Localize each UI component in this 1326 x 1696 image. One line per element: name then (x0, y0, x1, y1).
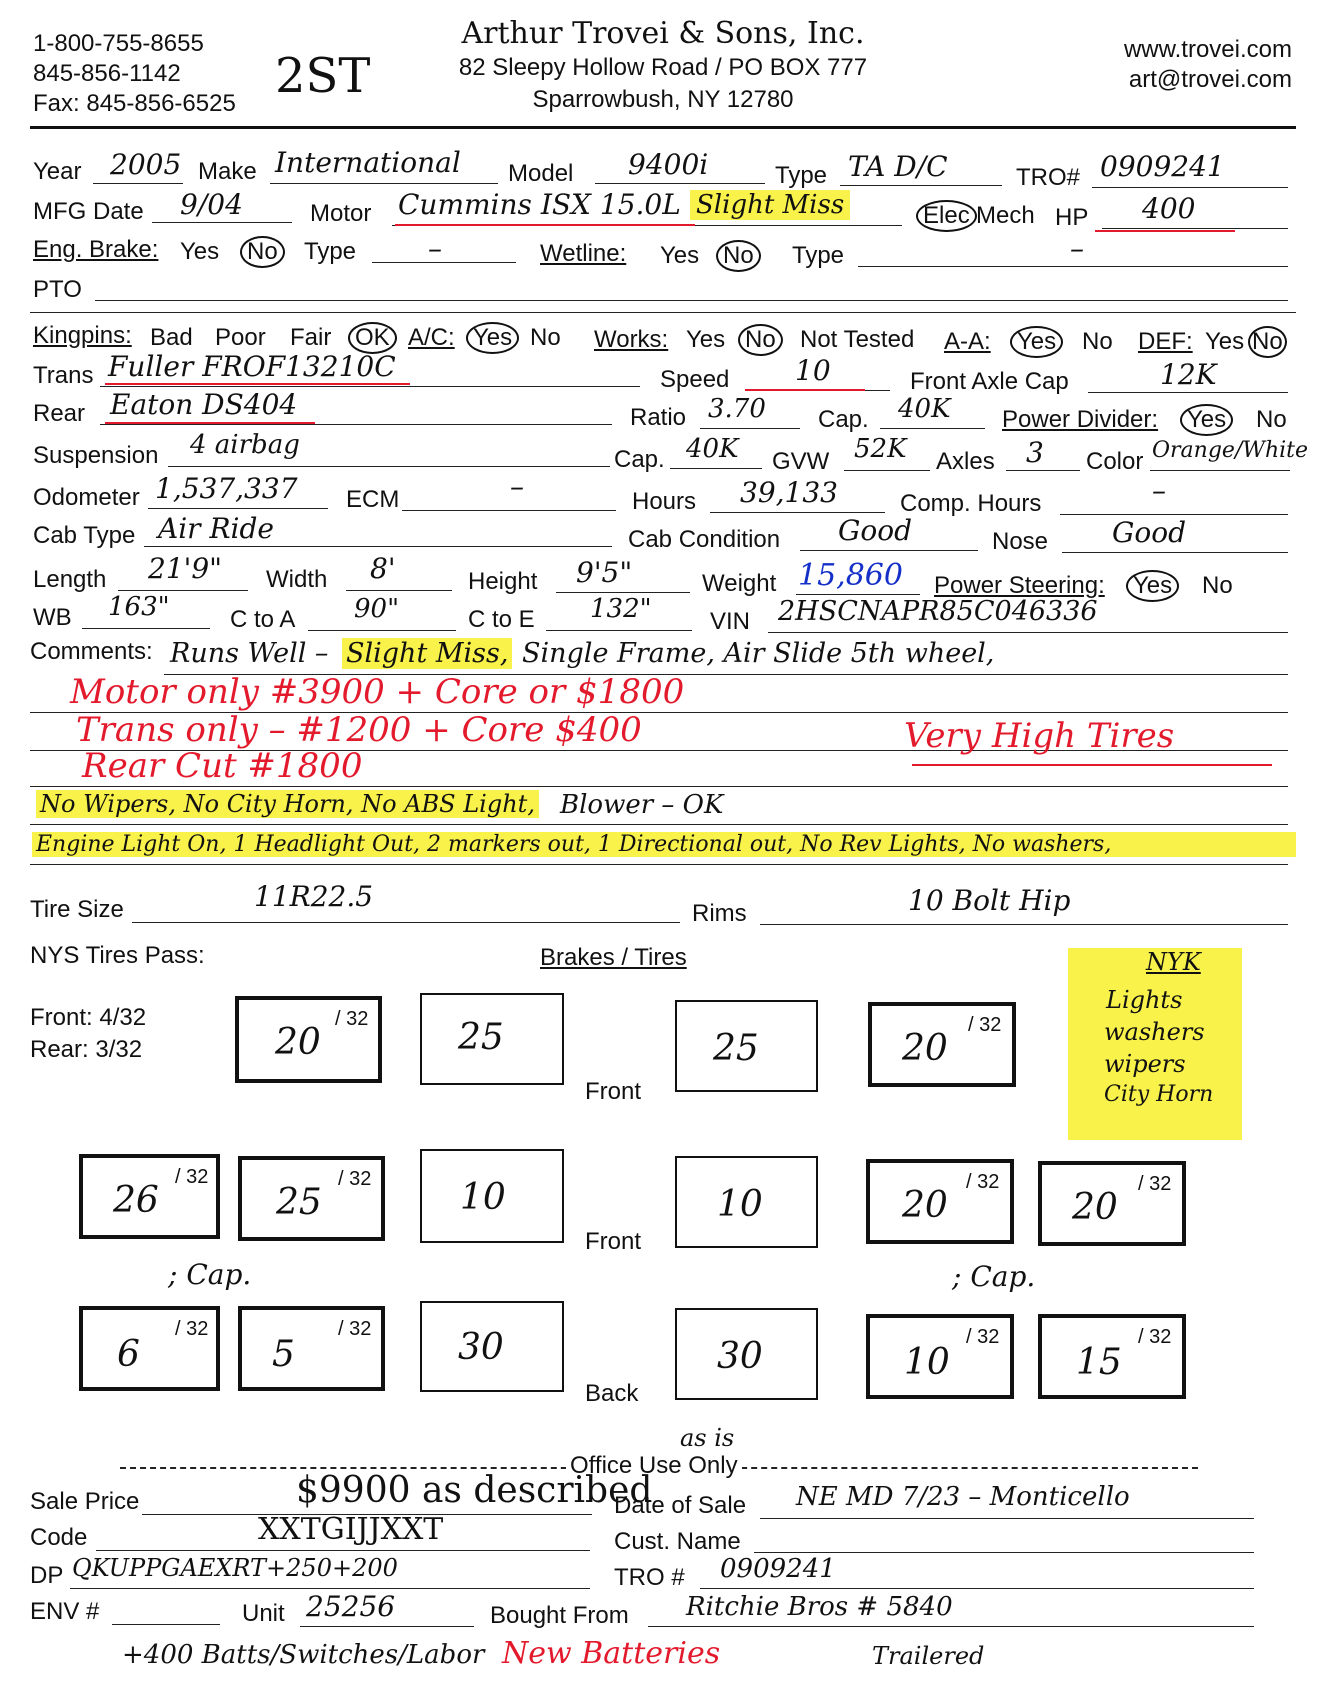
cap-note-right: ; Cap. (952, 1260, 1036, 1293)
email-link[interactable]: art@trovei.com (1128, 66, 1292, 93)
eng-brake-type-label: Type (304, 238, 357, 265)
footer-note-1: +400 Batts/Switches/Labor (122, 1640, 485, 1670)
ac-label: A/C: (408, 324, 455, 351)
code-label: Code (30, 1524, 88, 1551)
elec-option[interactable]: Elec (916, 200, 977, 232)
per32-label: / 32 (968, 1014, 1002, 1036)
tire-value: 25 (458, 1017, 504, 1058)
year-label: Year (33, 158, 82, 185)
motor-value[interactable]: Cummins ISX 15.0L (398, 188, 681, 221)
tire-box-r1-2[interactable] (420, 993, 564, 1085)
gvw-value[interactable]: 52K (854, 434, 907, 464)
wetline-type-label: Type (792, 242, 845, 269)
tire-box-r3-1[interactable] (79, 1306, 220, 1391)
ac-yes[interactable]: Yes (466, 322, 519, 354)
weight-label: Weight (702, 570, 777, 597)
dp-value[interactable]: QKUPPGAEXRT+250+200 (72, 1554, 398, 1582)
footer-note-2: New Batteries (502, 1636, 721, 1671)
suspension-value[interactable]: 4 airbag (190, 430, 300, 460)
cab-condition-label: Cab Condition (628, 526, 781, 553)
rims-value[interactable]: 10 Bolt Hip (908, 884, 1071, 917)
tire-box-r2-5[interactable] (866, 1159, 1014, 1244)
works-not-tested[interactable]: Not Tested (800, 326, 915, 353)
kingpins-fair[interactable]: Fair (290, 324, 332, 351)
per32-label: / 32 (966, 1326, 1000, 1348)
susp-cap-value[interactable]: 40K (686, 434, 739, 464)
hp-label: HP (1055, 204, 1089, 231)
front-label-2: Front (585, 1228, 642, 1255)
kingpins-label: Kingpins: (33, 322, 132, 349)
comment-line-5b: Blower – OK (560, 790, 724, 820)
rims-label: Rims (692, 900, 747, 927)
nyk-note (1068, 948, 1242, 1140)
eng-brake-yes[interactable]: Yes (180, 238, 220, 265)
odometer-label: Odometer (33, 484, 140, 511)
mfg-date-label: MFG Date (33, 198, 144, 225)
comment-line-6: Engine Light On, 1 Headlight Out, 2 markers out, 1 Directional out, No Rev Lights, No washers, (32, 832, 1296, 857)
tire-box-r1-1[interactable] (235, 996, 382, 1083)
tire-box-r3-5[interactable] (866, 1314, 1014, 1399)
motor-note: Slight Miss (690, 190, 850, 220)
c-to-e-value[interactable]: 132" (590, 594, 652, 624)
length-value[interactable]: 21'9" (148, 552, 223, 585)
rear-cap-label: Cap. (818, 406, 869, 433)
cab-type-label: Cab Type (33, 522, 136, 549)
footer-note-3: Trailered (872, 1642, 985, 1670)
power-divider-yes[interactable]: Yes (1180, 404, 1233, 436)
tire-value: 20 (902, 1185, 948, 1226)
axles-value[interactable]: 3 (1026, 436, 1044, 469)
tire-size-value[interactable]: 11R22.5 (254, 880, 374, 913)
company-name: Arthur Trovei & Sons, Inc. (461, 16, 865, 51)
nys-tires-pass-label: NYS Tires Pass: (30, 942, 205, 969)
comments-label: Comments: (30, 638, 153, 665)
weight-value[interactable]: 15,860 (798, 558, 903, 593)
comment-line-1a: Runs Well – (170, 638, 329, 669)
front-axle-cap-value[interactable]: 12K (1160, 358, 1217, 391)
tro2-value[interactable]: 0909241 (720, 1554, 836, 1584)
bought-from-label: Bought From (490, 1602, 629, 1629)
eng-brake-label: Eng. Brake: (33, 236, 159, 263)
width-value[interactable]: 8' (370, 552, 396, 585)
phone-1: 1-800-755-8655 (33, 30, 204, 57)
sale-price-value[interactable]: $9900 as described (296, 1470, 653, 1511)
tire-box-r2-6[interactable] (1038, 1161, 1186, 1246)
per32-label: / 32 (338, 1318, 372, 1340)
rear-value[interactable]: Eaton DS404 (110, 388, 298, 421)
pto-label: PTO (33, 276, 82, 303)
kingpins-poor[interactable]: Poor (215, 324, 266, 351)
nyk-title: NYK (1146, 948, 1201, 976)
tire-box-r2-1[interactable] (79, 1154, 220, 1239)
per32-label: / 32 (966, 1171, 1000, 1193)
ecm-label: ECM (346, 486, 400, 513)
year-value[interactable]: 2005 (110, 148, 182, 181)
cust-name-label: Cust. Name (614, 1528, 741, 1555)
code-value[interactable]: XXTGIJJXXT (258, 1512, 444, 1547)
front-spec: Front: 4/32 (30, 1004, 147, 1031)
unit-value[interactable]: 25256 (306, 1590, 396, 1623)
mech-option[interactable]: Mech (976, 202, 1035, 229)
model-label: Model (508, 160, 574, 187)
works-yes[interactable]: Yes (686, 326, 726, 353)
ratio-label: Ratio (630, 404, 687, 431)
address-1: 82 Sleepy Hollow Road / PO BOX 777 (458, 54, 868, 81)
color-value[interactable]: Orange/White (1152, 438, 1309, 463)
header-divider (30, 126, 1296, 129)
comment-line-5a: No Wipers, No City Horn, No ABS Light, (36, 790, 539, 818)
length-label: Length (33, 566, 107, 593)
cab-condition-value[interactable]: Good (838, 514, 913, 547)
def-yes[interactable]: Yes (1205, 328, 1245, 355)
width-label: Width (266, 566, 328, 593)
suspension-label: Suspension (33, 442, 159, 469)
wetline-label: Wetline: (540, 240, 627, 267)
speed-value[interactable]: 10 (795, 354, 831, 387)
hours-value[interactable]: 39,133 (740, 476, 838, 509)
tire-value: 30 (458, 1327, 504, 1368)
tire-box-r2-3[interactable] (420, 1149, 564, 1243)
comment-line-1c: Single Frame, Air Slide 5th wheel, (522, 638, 995, 669)
tire-value: 26 (113, 1180, 159, 1221)
sale-price-label: Sale Price (30, 1488, 140, 1515)
mfg-date-value[interactable]: 9/04 (180, 188, 243, 221)
power-divider-label: Power Divider: (1002, 406, 1159, 433)
tire-box-r3-2[interactable] (238, 1306, 385, 1391)
tire-value: 10 (717, 1184, 763, 1225)
per32-label: / 32 (175, 1318, 209, 1340)
office-use-only-label: Office Use Only (566, 1452, 742, 1480)
tire-value: 20 (275, 1022, 321, 1063)
aa-label: A-A: (944, 328, 991, 355)
tire-box-r2-2[interactable] (238, 1156, 385, 1241)
wetline-type-value[interactable]: – (1070, 232, 1084, 265)
def-label: DEF: (1138, 328, 1193, 355)
rear-spec: Rear: 3/32 (30, 1036, 143, 1063)
date-of-sale-label: Date of Sale (614, 1492, 747, 1519)
nose-value[interactable]: Good (1112, 516, 1187, 549)
per32-label: / 32 (1138, 1173, 1172, 1195)
axles-label: Axles (936, 448, 995, 475)
comment-line-2: Motor only #3900 + Core or $1800 (70, 672, 685, 712)
tire-value: 15 (1076, 1342, 1122, 1383)
tro-value[interactable]: 0909241 (1100, 150, 1225, 183)
wb-value[interactable]: 163" (108, 592, 170, 622)
comment-line-3b: Very High Tires (904, 716, 1175, 756)
ratio-value[interactable]: 3.70 (708, 394, 766, 424)
tire-box-r2-4[interactable] (675, 1156, 818, 1248)
tire-value: 5 (272, 1334, 295, 1375)
tire-box-r1-4[interactable] (868, 1002, 1016, 1087)
nyk-item-2: washers (1104, 1018, 1205, 1046)
brakes-tires-label: Brakes / Tires (540, 944, 687, 971)
comment-line-3: Trans only – #1200 + Core $400 (76, 710, 642, 750)
tire-value: 25 (713, 1028, 759, 1069)
unit-label: Unit (242, 1600, 285, 1627)
bought-from-value[interactable]: Ritchie Bros # 5840 (686, 1592, 953, 1622)
as-is-note: as is (680, 1424, 735, 1452)
hp-value[interactable]: 400 (1142, 192, 1196, 225)
tire-value: 10 (904, 1342, 950, 1383)
aa-yes[interactable]: Yes (1010, 326, 1063, 358)
c-to-a-label: C to A (230, 606, 296, 633)
height-label: Height (468, 568, 538, 595)
tire-value: 25 (276, 1182, 322, 1223)
per32-label: / 32 (338, 1168, 372, 1190)
eng-brake-type-value[interactable]: – (428, 232, 442, 265)
address-2: Sparrowbush, NY 12780 (532, 86, 794, 113)
motor-label: Motor (310, 200, 372, 227)
back-label: Back (585, 1380, 639, 1407)
website-link[interactable]: www.trovei.com (1123, 36, 1292, 63)
trans-value[interactable]: Fuller FROF13210C (108, 350, 396, 383)
tire-value: 10 (460, 1177, 506, 1218)
eng-brake-no[interactable]: No (240, 236, 285, 268)
height-value[interactable]: 9'5" (576, 556, 633, 589)
vin-value[interactable]: 2HSCNAPR85C046336 (778, 596, 1098, 627)
wetline-no[interactable]: No (716, 240, 761, 272)
tire-box-r3-6[interactable] (1038, 1314, 1186, 1399)
type-label: Type (775, 162, 828, 189)
tire-value: 30 (717, 1336, 763, 1377)
power-divider-no[interactable]: No (1256, 406, 1287, 433)
nyk-item-3: wipers (1104, 1050, 1186, 1078)
c-to-a-value[interactable]: 90" (354, 594, 400, 624)
tire-value: 20 (902, 1028, 948, 1069)
aa-no[interactable]: No (1082, 328, 1113, 355)
env-label: ENV # (30, 1598, 100, 1625)
per32-label: / 32 (1138, 1326, 1172, 1348)
def-no[interactable]: No (1248, 326, 1287, 358)
comp-hours-value[interactable]: – (1152, 474, 1166, 507)
kingpins-ok[interactable]: OK (348, 322, 397, 354)
nose-label: Nose (992, 528, 1049, 555)
nyk-item-4: City Horn (1104, 1082, 1214, 1107)
front-axle-cap-label: Front Axle Cap (910, 368, 1069, 395)
comment-line-1b: Slight Miss, (342, 638, 512, 669)
type-value[interactable]: TA D/C (848, 150, 948, 183)
power-steering-yes[interactable]: Yes (1126, 570, 1179, 602)
susp-cap-label: Cap. (614, 446, 665, 473)
make-value[interactable]: International (275, 146, 461, 179)
ecm-value[interactable]: – (510, 470, 524, 503)
ac-no[interactable]: No (530, 324, 561, 351)
nyk-item-1: Lights (1106, 986, 1183, 1014)
c-to-e-label: C to E (468, 606, 535, 633)
kingpins-bad[interactable]: Bad (150, 324, 193, 351)
comp-hours-label: Comp. Hours (900, 490, 1042, 517)
works-label: Works: (594, 326, 669, 353)
vin-label: VIN (710, 608, 751, 635)
color-label: Color (1086, 448, 1144, 475)
speed-label: Speed (660, 366, 730, 393)
per32-label: / 32 (335, 1008, 369, 1030)
front-label-1: Front (585, 1078, 642, 1105)
fax: Fax: 845-856-6525 (33, 90, 236, 117)
rear-label: Rear (33, 400, 86, 427)
hours-label: Hours (632, 488, 697, 515)
wb-label: WB (33, 604, 72, 631)
cap-note-left: ; Cap. (168, 1258, 252, 1291)
tire-box-r1-3[interactable] (675, 1000, 818, 1092)
cab-type-value[interactable]: Air Ride (158, 512, 274, 545)
handwritten-code: 2ST (275, 48, 371, 104)
rear-cap-value[interactable]: 40K (898, 394, 951, 424)
dp-label: DP (30, 1562, 64, 1589)
odometer-value[interactable]: 1,537,337 (155, 472, 298, 505)
phone-2: 845-856-1142 (33, 60, 181, 87)
make-label: Make (198, 158, 257, 185)
model-value[interactable]: 9400i (628, 148, 709, 181)
tro-label: TRO# (1016, 164, 1081, 191)
tire-box-r3-4[interactable] (675, 1308, 818, 1400)
tire-value: 20 (1072, 1187, 1118, 1228)
gvw-label: GVW (772, 448, 830, 475)
tire-size-label: Tire Size (30, 896, 124, 923)
works-no[interactable]: No (738, 324, 783, 356)
tro2-label: TRO # (614, 1564, 685, 1591)
tire-box-r3-3[interactable] (420, 1301, 564, 1392)
trans-label: Trans (33, 362, 94, 389)
date-of-sale-value[interactable]: NE MD 7/23 – Monticello (796, 1482, 1130, 1512)
comment-line-4: Rear Cut #1800 (82, 746, 363, 786)
wetline-yes[interactable]: Yes (660, 242, 700, 269)
per32-label: / 32 (175, 1166, 209, 1188)
power-steering-label: Power Steering: (934, 572, 1105, 599)
power-steering-no[interactable]: No (1202, 572, 1233, 599)
tire-value: 6 (117, 1334, 140, 1375)
